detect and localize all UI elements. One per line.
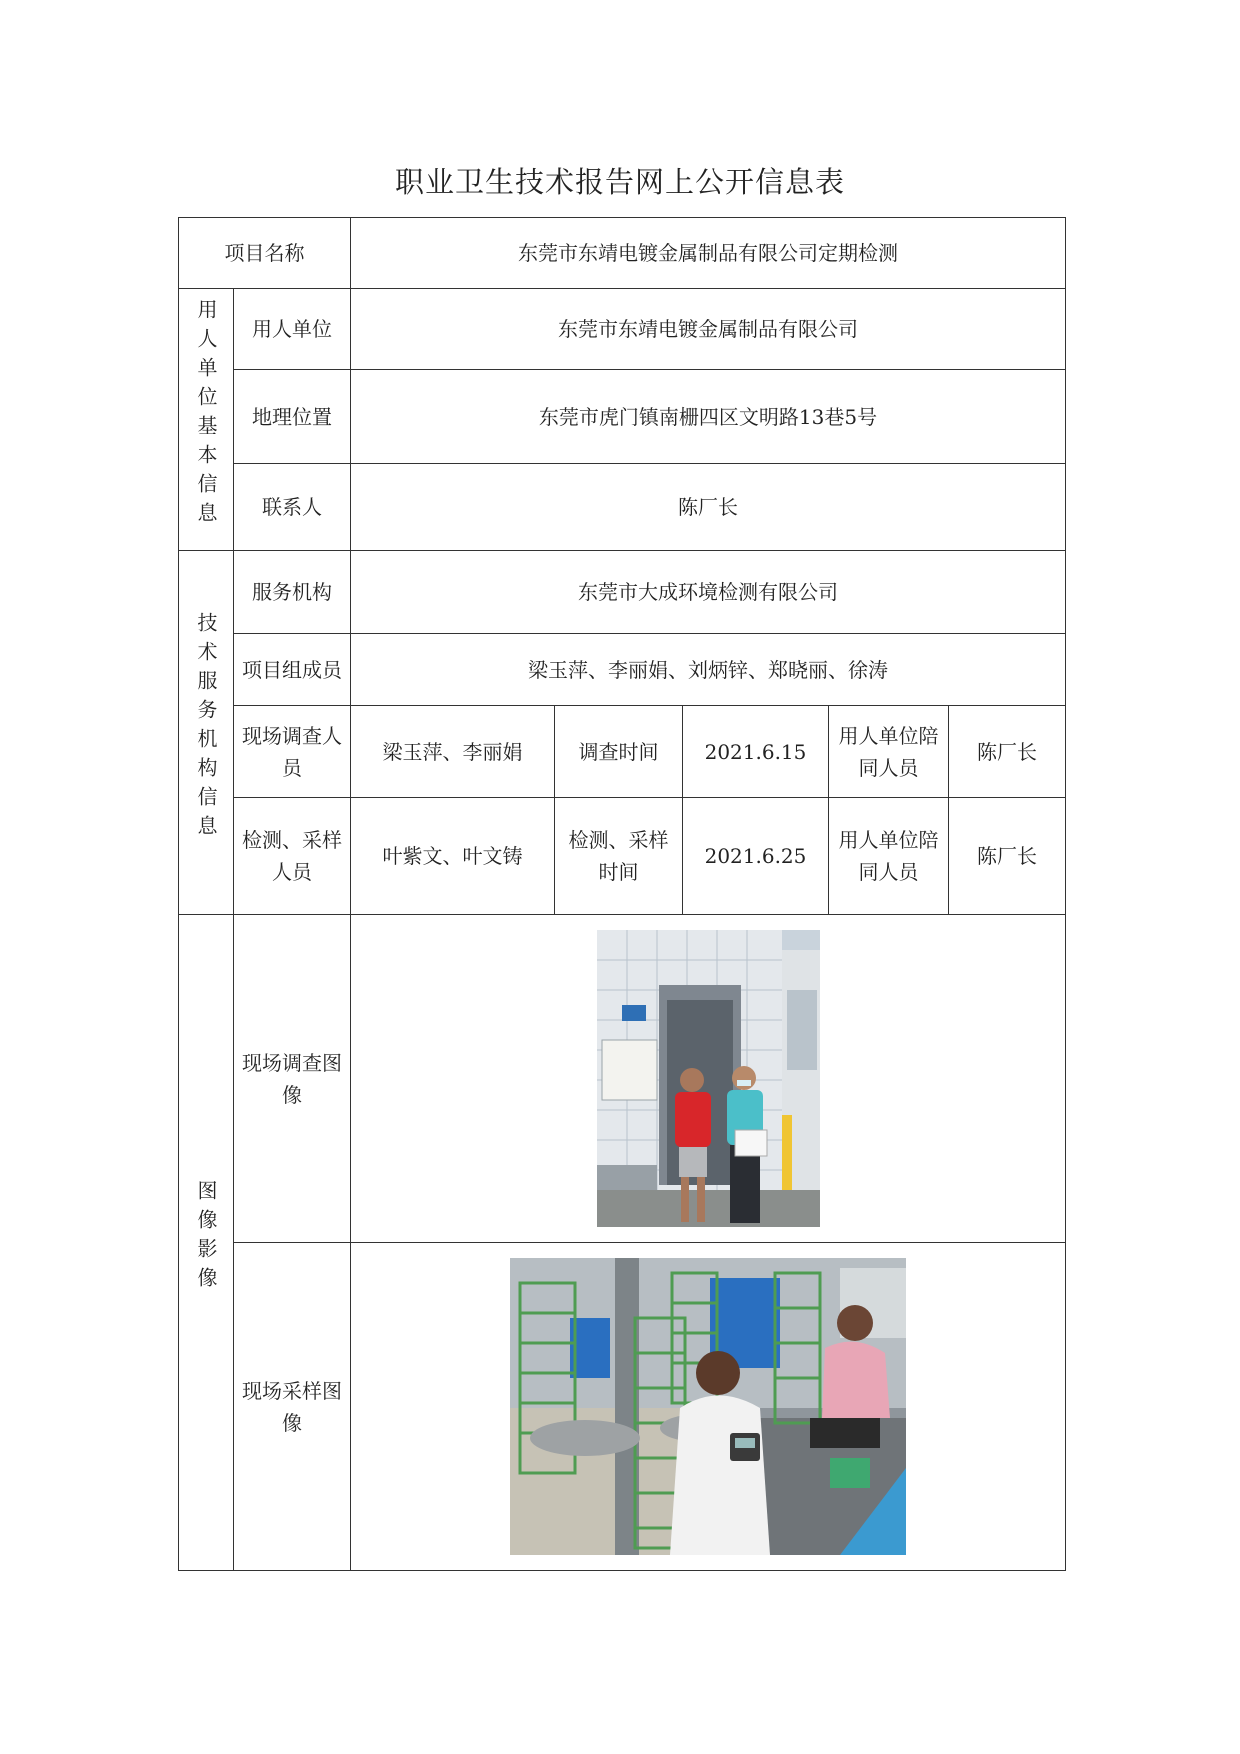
employer-unit-value: 东莞市东靖电镀金属制品有限公司 [351,289,1066,370]
images-group-cell [179,915,234,1571]
row-sampling [179,798,1066,915]
members-label: 项目组成员 [234,634,351,706]
contact-value: 陈厂长 [351,464,1066,551]
row-survey-image [179,915,1066,1243]
info-table [178,217,1066,1571]
project-value: 东莞市东靖电镀金属制品有限公司定期检测 [351,218,1066,289]
sampling-time-value: 2021.6.25 [683,798,829,915]
service-org-label: 服务机构 [234,551,351,634]
survey-image-cell [351,915,1066,1243]
row-service-org [179,551,1066,634]
employer-group-cell [179,289,234,551]
survey-time-value: 2021.6.15 [683,706,829,798]
location-label: 地理位置 [234,370,351,464]
survey-staff-value: 梁玉萍、李丽娟 [351,706,555,798]
accompany-label-1: 用人单位陪同人员 [829,706,949,798]
location-value: 东莞市虎门镇南栅四区文明路13巷5号 [351,370,1066,464]
sampling-image-label: 现场采样图像 [234,1243,351,1571]
page-title: 职业卫生技术报告网上公开信息表 [394,165,845,199]
survey-staff-label: 现场调查人员 [234,706,351,798]
accompany-label-2: 用人单位陪同人员 [829,798,949,915]
service-group-cell [179,551,234,915]
accompany-value-1: 陈厂长 [949,706,1066,798]
sampling-time-label: 检测、采样时间 [555,798,683,915]
project-label: 项目名称 [179,218,351,289]
row-sampling-image [179,1243,1066,1571]
row-location [179,370,1066,464]
row-employer-unit [179,289,1066,370]
row-project [179,218,1066,289]
row-contact [179,464,1066,551]
employer-group-label: 用人单位基本信息 [194,299,218,531]
survey-image-label: 现场调查图像 [234,915,351,1243]
row-members [179,634,1066,706]
accompany-value-2: 陈厂长 [949,798,1066,915]
service-group-label: 技术服务机构信息 [194,612,218,844]
service-org-value: 东莞市大成环境检测有限公司 [351,551,1066,634]
survey-photo [597,930,820,1227]
sampling-image-cell [351,1243,1066,1571]
sampling-photo [510,1258,906,1555]
survey-time-label: 调查时间 [555,706,683,798]
contact-label: 联系人 [234,464,351,551]
members-value: 梁玉萍、李丽娟、刘炳锌、郑晓丽、徐涛 [351,634,1066,706]
row-survey [179,706,1066,798]
sampling-staff-value: 叶紫文、叶文铸 [351,798,555,915]
images-group-label: 图像影像 [194,1180,218,1296]
employer-unit-label: 用人单位 [234,289,351,370]
sampling-staff-label: 检测、采样人员 [234,798,351,915]
